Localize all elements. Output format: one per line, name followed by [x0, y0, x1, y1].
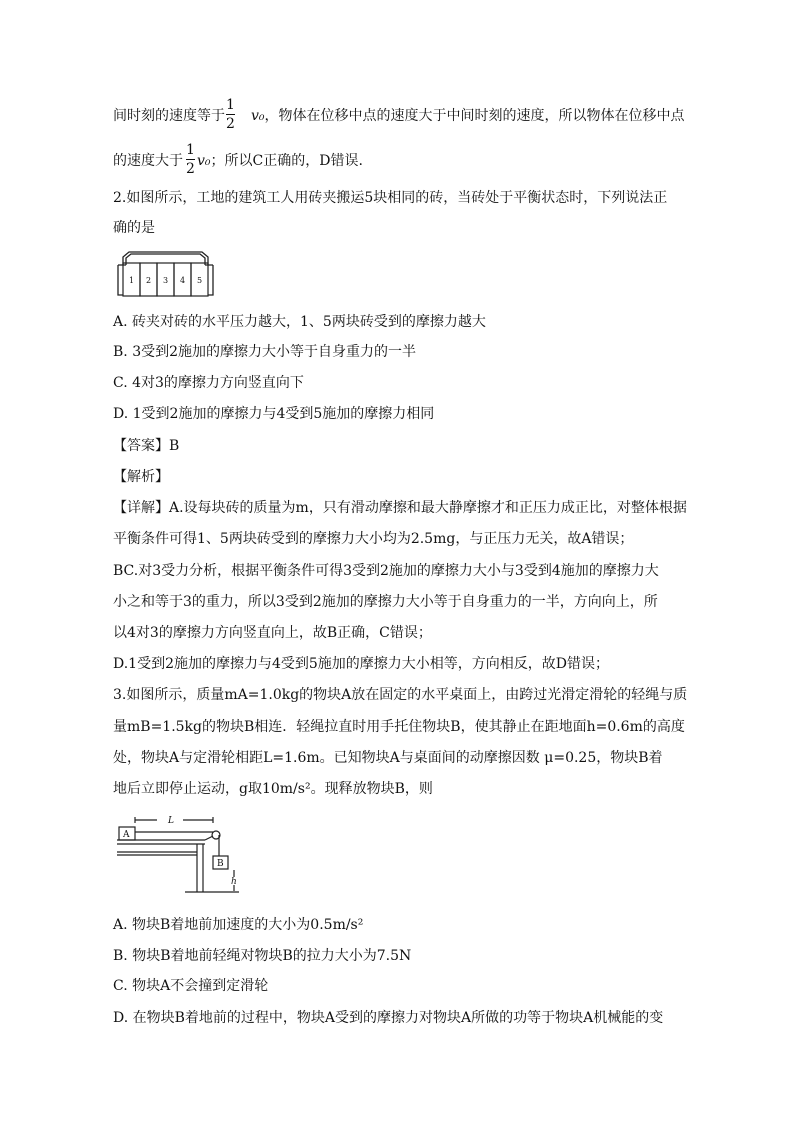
- q2-option-a: A. 砖夹对砖的水平压力越大，1、5两块砖受到的摩擦力越大: [113, 314, 486, 330]
- q3-stem-4: 地后立即停止运动，g取10m/s²。现释放物块B，则: [113, 781, 433, 797]
- prev-line-2: [113, 151, 363, 171]
- brick-label-2: 2: [145, 276, 152, 285]
- brick-label-4: 4: [179, 276, 186, 285]
- fraction-denominator-2: 2: [186, 161, 195, 177]
- pulley-bracket: [205, 836, 213, 840]
- q2-detail-2: 平衡条件可得1、5两块砖受到的摩擦力大小均为2.5mg，与正压力无关，故A错误；: [113, 531, 634, 547]
- brick-clamp: [118, 252, 213, 295]
- v0-symbol-2: v₀: [197, 153, 211, 169]
- q2-detail-5: 以4对3的摩擦力方向竖直向上，故B正确，C错误；: [113, 625, 432, 641]
- label-height: h: [231, 877, 237, 887]
- label-block-a: A: [123, 830, 130, 840]
- fraction-numerator: 1: [226, 97, 235, 113]
- brick-clamp-figure: [116, 243, 216, 301]
- q2-stem-2: 确的是: [113, 220, 155, 236]
- brick-label-3: 3: [162, 276, 169, 285]
- q2-option-c: C. 4对3的摩擦力方向竖直向下: [113, 375, 304, 391]
- q2-detail-1: 【详解】A.设每块砖的质量为m，只有滑动摩擦和最大静摩擦才和正压力成正比，对整体根据: [113, 500, 687, 516]
- label-block-b: B: [217, 859, 224, 869]
- prev-text-2b: ；所以C正确的，D错误.: [210, 153, 363, 169]
- label-length: L: [168, 816, 174, 826]
- q2-stem-1: 2.如图所示，工地的建筑工人用砖夹搬运5块相同的砖，当砖处于平衡状态时，下列说法正: [113, 190, 668, 206]
- fraction-half-2: [186, 142, 195, 177]
- fraction-half-1: [226, 97, 235, 132]
- q3-stem-2: 量mB=1.5kg的物块B相连．轻绳拉直时用手托住物块B，使其静止在距地面h=0.6m的高度: [113, 719, 685, 735]
- prev-line-1: [113, 106, 685, 126]
- q2-detail-4: 小之和等于3的重力，所以3受到2施加的摩擦力大小等于自身重力的一半，方向向上，所: [113, 594, 658, 610]
- prev-text-1b: ，物体在位移中点的速度大于中间时刻的速度，所以物体在位移中点: [264, 108, 685, 124]
- fraction-denominator: 2: [226, 116, 235, 132]
- q3-stem-3: 处，物块A与定滑轮相距L=1.6m。已知物块A与桌面间的动摩擦因数 μ=0.25，物块B着: [113, 750, 663, 766]
- q3-option-c: C. 物块A不会撞到定滑轮: [113, 978, 269, 994]
- v0-symbol: v₀: [251, 108, 265, 124]
- q2-analysis-heading: 【解析】: [113, 469, 169, 485]
- q3-option-a: A. 物块B着地前加速度的大小为0.5m/s²: [113, 917, 364, 933]
- brick-label-1: 1: [128, 276, 135, 285]
- q2-option-b: B. 3受到2施加的摩擦力大小等于自身重力的一半: [113, 344, 417, 360]
- q3-option-b: B. 物块B着地前轻绳对物块B的拉力大小为7.5N: [113, 948, 412, 964]
- q3-option-d: D. 在物块B着地前的过程中，物块A受到的摩擦力对物块A所做的功等于物块A机械能的变: [113, 1010, 664, 1026]
- pulley-figure: [113, 814, 243, 896]
- q2-answer: 【答案】B: [113, 438, 180, 454]
- q2-detail-3: BC.对3受力分析，根据平衡条件可得3受到2施加的摩擦力大小与3受到4施加的摩擦力大: [113, 563, 659, 579]
- length-dimension: [135, 817, 213, 823]
- brick-label-5: 5: [196, 276, 203, 285]
- q2-option-d: D. 1受到2施加的摩擦力与4受到5施加的摩擦力相同: [113, 406, 435, 422]
- fraction-numerator-2: 1: [186, 142, 195, 158]
- prev-text-2a: 的速度大于: [113, 153, 183, 169]
- q2-detail-6: D.1受到2施加的摩擦力与4受到5施加的摩擦力大小相等，方向相反，故D错误；: [113, 656, 610, 672]
- table-top: [117, 840, 205, 855]
- prev-text-1a: 间时刻的速度等于: [113, 108, 225, 124]
- q3-stem-1: 3.如图所示，质量mA=1.0kg的物块A放在固定的水平桌面上，由跨过光滑定滑轮的轻绳与质: [113, 687, 688, 703]
- table-leg: [197, 844, 203, 892]
